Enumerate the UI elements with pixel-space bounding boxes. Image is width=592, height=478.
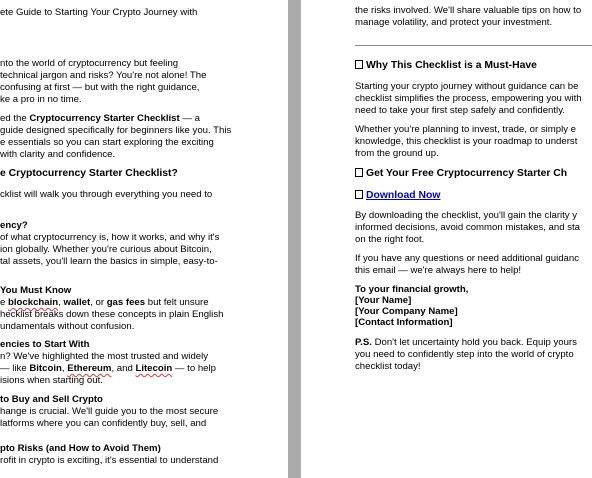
must-line-2: checklist simplifies the process, empowering you with bbox=[355, 93, 582, 104]
checkbox-icon bbox=[355, 60, 363, 69]
heading-risks: pto Risks (and How to Avoid Them) bbox=[0, 443, 161, 454]
checkbox-icon bbox=[355, 190, 363, 199]
currency-line-2: ion globally. Whether you're curious about Bitcoin, bbox=[0, 244, 212, 255]
start-line-1: n? We've highlighted the most trusted and widely bbox=[0, 351, 209, 362]
buy-line-1: hange is crucial. We'll guide you to the most secure bbox=[0, 406, 219, 417]
heading-free-checklist: Get Your Free Cryptocurrency Starter Ch bbox=[355, 168, 567, 179]
section-divider bbox=[355, 45, 592, 46]
company-name: [Your Company Name] bbox=[355, 306, 458, 317]
download-row bbox=[355, 190, 440, 201]
ps-line-1: P.S. Don't let uncertainty hold you back. Equip yours bbox=[355, 337, 577, 348]
heading-must-know: You Must Know bbox=[0, 285, 72, 296]
must-line-3: need to take your first step safely and confidently. bbox=[355, 105, 565, 116]
know-line-3: undamentals without confusion. bbox=[0, 321, 135, 332]
checkbox-icon bbox=[355, 168, 363, 177]
questions-line-2: this email — we're always here to help! bbox=[355, 265, 522, 276]
starter-line-4: with clarity and confidence. bbox=[0, 149, 116, 160]
risks-line: rofit in crypto is exciting, it's essential to understand bbox=[0, 455, 219, 466]
page-gap bbox=[288, 0, 301, 478]
risks-cont-line-1: the risks involved. We'll share valuable tips on how to bbox=[355, 5, 582, 16]
starter-line-1: ed the Cryptocurrency Starter Checklist — a bbox=[0, 113, 200, 124]
title-line: ete Guide to Starting Your Crypto Journey with bbox=[0, 7, 198, 18]
risks-cont-line-2: manage volatility, and protect your investment. bbox=[355, 17, 553, 28]
currency-line-1: of what cryptocurrency is, how it works, and why it's bbox=[0, 232, 220, 243]
starter-line-3: e essentials so you can start exploring the exciting bbox=[0, 137, 214, 148]
document-page-right bbox=[301, 0, 592, 478]
ps-line-3: checklist today! bbox=[355, 361, 421, 372]
know-line-2: hecklist breaks down these concepts in plain English bbox=[0, 309, 224, 320]
questions-line-1: If you have any questions or need additional guidanc bbox=[355, 253, 580, 264]
document-page-left bbox=[0, 0, 288, 478]
heading-buy-sell: to Buy and Sell Crypto bbox=[0, 394, 103, 405]
start-line-2: — like Bitcoin, Ethereum, and Litecoin — to help bbox=[0, 363, 216, 374]
must-line-1: Starting your crypto journey without guidance can be bbox=[355, 81, 579, 92]
by-line-3: on the right foot. bbox=[355, 234, 425, 245]
ps-line-2: you need to confidently step into the world of crypto bbox=[355, 349, 574, 360]
your-name: [Your Name] bbox=[355, 295, 412, 306]
intro-line-3: confusing at first — but with the right guidance, bbox=[0, 82, 200, 93]
by-line-1: By downloading the checklist, you'll gain the clarity y bbox=[355, 210, 578, 221]
start-line-3: isions when starting out. bbox=[0, 375, 103, 386]
intro-line-1: nto the world of cryptocurrency but feeling bbox=[0, 58, 179, 69]
signoff: To your financial growth, bbox=[355, 284, 469, 295]
heading-currency: ency? bbox=[0, 220, 28, 231]
starter-line-2: guide designed specifically for beginners like you. This bbox=[0, 125, 232, 136]
download-now-link[interactable]: Download Now bbox=[366, 190, 441, 201]
whether-line-2: knowledge, this checklist is your roadmap to underst bbox=[355, 136, 578, 147]
heading-must-have: Why This Checklist is a Must-Have bbox=[355, 60, 537, 71]
whether-line-1: Whether you're planning to invest, trade, or simply e bbox=[355, 124, 576, 135]
by-line-2: informed decisions, avoid common mistakes, and sta bbox=[355, 222, 581, 233]
walk-line: cklist will walk you through everything you need to bbox=[0, 189, 213, 200]
buy-line-2: latforms where you can confidently buy, sell, and bbox=[0, 418, 207, 429]
contact-info: [Contact Information] bbox=[355, 317, 453, 328]
heading-what-is: e Cryptocurrency Starter Checklist? bbox=[0, 168, 178, 179]
intro-line-2: technical jargon and risks? You're not alone! The bbox=[0, 70, 207, 81]
know-line-1: e blockchain, wallet, or gas fees but felt unsure bbox=[0, 297, 209, 308]
whether-line-3: from the ground up. bbox=[355, 148, 439, 159]
currency-line-3: tal assets, you'll learn the basics in simple, easy-to- bbox=[0, 256, 218, 267]
intro-line-4: ke a pro in no time. bbox=[0, 94, 82, 105]
heading-start-with: encies to Start With bbox=[0, 339, 90, 350]
